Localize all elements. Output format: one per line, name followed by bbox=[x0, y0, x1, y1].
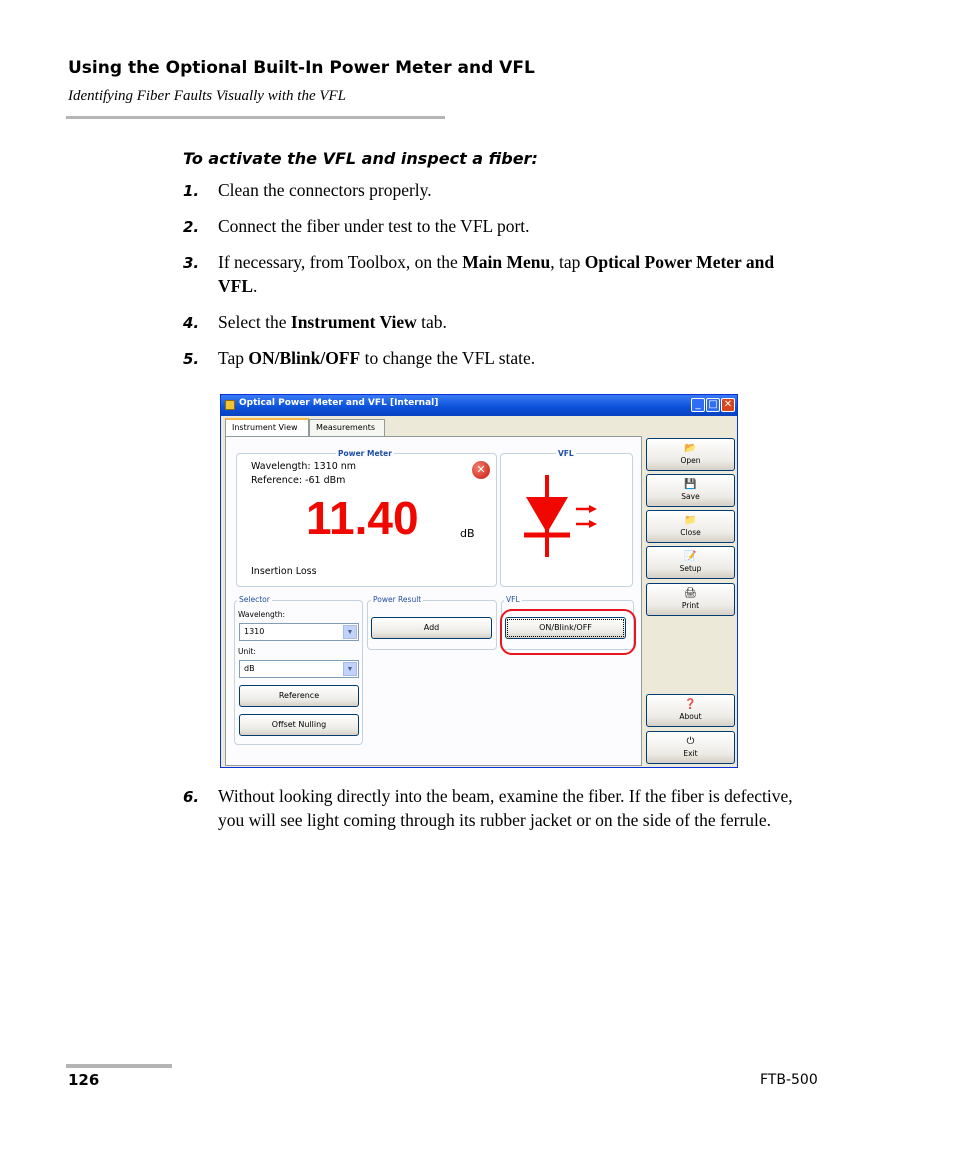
setup-icon: 📝 bbox=[684, 551, 697, 562]
power-unit: dB bbox=[460, 527, 475, 540]
step-6-text: Without looking directly into the beam, examine the fiber. If the fiber is defective, you will see light coming through its rubber jacket or on the side of the ferrule. bbox=[218, 786, 793, 830]
error-icon: ✕ bbox=[472, 461, 490, 479]
window-title: Optical Power Meter and VFL [Internal] bbox=[239, 398, 439, 408]
help-icon: ❓ bbox=[684, 699, 697, 710]
offset-nulling-button[interactable]: Offset Nulling bbox=[239, 714, 359, 736]
tab-instrument-view[interactable]: Instrument View bbox=[225, 418, 309, 437]
tab-measurements[interactable]: Measurements bbox=[309, 419, 385, 436]
selector-label: Selector bbox=[239, 595, 270, 604]
step-number: 4. bbox=[183, 314, 200, 332]
step-3-text: If necessary, from Toolbox, on the Main Menu, tap Optical Power Meter and VFL. bbox=[218, 252, 775, 296]
unit-select[interactable] bbox=[239, 660, 359, 678]
wavelength-select[interactable] bbox=[239, 623, 359, 641]
unit-label: Unit: bbox=[238, 647, 256, 656]
step-4-text: Select the Instrument View tab. bbox=[218, 312, 447, 332]
step-number: 2. bbox=[183, 218, 200, 236]
header-rule bbox=[66, 116, 445, 119]
step-number: 6. bbox=[183, 788, 200, 806]
step-number: 3. bbox=[183, 254, 200, 272]
page-number: 126 bbox=[68, 1071, 100, 1089]
vfl-toggle-button[interactable]: ON/Blink/OFF bbox=[505, 617, 626, 639]
step-1-text: Clean the connectors properly. bbox=[218, 180, 432, 200]
power-result-label: Power Result bbox=[373, 595, 422, 604]
print-button[interactable]: 🖨 Print bbox=[646, 583, 735, 616]
vfl-display-label: VFL bbox=[558, 449, 574, 458]
step-number: 1. bbox=[183, 182, 200, 200]
wavelength-label: Wavelength: bbox=[238, 610, 286, 619]
step-number: 5. bbox=[183, 350, 200, 368]
measurement-mode: Insertion Loss bbox=[251, 566, 317, 577]
exit-button[interactable]: ⏻ Exit bbox=[646, 731, 735, 764]
power-icon: ⏻ bbox=[686, 736, 695, 747]
printer-icon: 🖨 bbox=[684, 588, 697, 599]
app-icon bbox=[225, 400, 235, 410]
app-window bbox=[220, 394, 738, 768]
product-model: FTB-500 bbox=[760, 1072, 818, 1088]
running-header-subtitle: Identifying Fiber Faults Visually with the VFL bbox=[68, 88, 347, 104]
save-icon: 💾 bbox=[684, 479, 697, 490]
power-meter-label: Power Meter bbox=[338, 449, 392, 458]
step-5-text: Tap ON/Blink/OFF to change the VFL state. bbox=[218, 348, 536, 368]
power-value: 11.40 bbox=[306, 492, 419, 544]
reference-button[interactable]: Reference bbox=[239, 685, 359, 707]
setup-button[interactable]: 📝 Setup bbox=[646, 546, 735, 579]
close-folder-icon: 📁 bbox=[684, 515, 697, 526]
wavelength-value: 1310 bbox=[244, 627, 265, 636]
about-button[interactable]: ❓ About bbox=[646, 694, 735, 727]
minimize-icon[interactable]: _ bbox=[691, 398, 705, 412]
reference-readout: Reference: -61 dBm bbox=[251, 475, 346, 486]
open-folder-icon: 📂 bbox=[684, 443, 697, 454]
close-icon[interactable]: ✕ bbox=[721, 398, 735, 412]
vfl-control-label: VFL bbox=[506, 595, 520, 604]
laser-diode-icon bbox=[521, 475, 601, 557]
chevron-down-icon[interactable]: ▼ bbox=[343, 662, 357, 676]
unit-value: dB bbox=[244, 664, 255, 673]
maximize-icon[interactable]: □ bbox=[706, 398, 720, 412]
save-button[interactable]: 💾 Save bbox=[646, 474, 735, 507]
wavelength-readout: Wavelength: 1310 nm bbox=[251, 461, 357, 472]
step-2-text: Connect the fiber under test to the VFL port. bbox=[218, 216, 530, 236]
procedure-title: To activate the VFL and inspect a fiber: bbox=[183, 149, 538, 168]
running-header-title: Using the Optional Built-In Power Meter and VFL bbox=[68, 58, 535, 78]
open-button[interactable]: 📂 Open bbox=[646, 438, 735, 471]
footer-rule bbox=[66, 1064, 172, 1068]
window-titlebar bbox=[221, 395, 737, 416]
close-button[interactable]: 📁 Close bbox=[646, 510, 735, 543]
add-button[interactable]: Add bbox=[371, 617, 492, 639]
chevron-down-icon[interactable]: ▼ bbox=[343, 625, 357, 639]
callout-highlight bbox=[500, 609, 636, 655]
